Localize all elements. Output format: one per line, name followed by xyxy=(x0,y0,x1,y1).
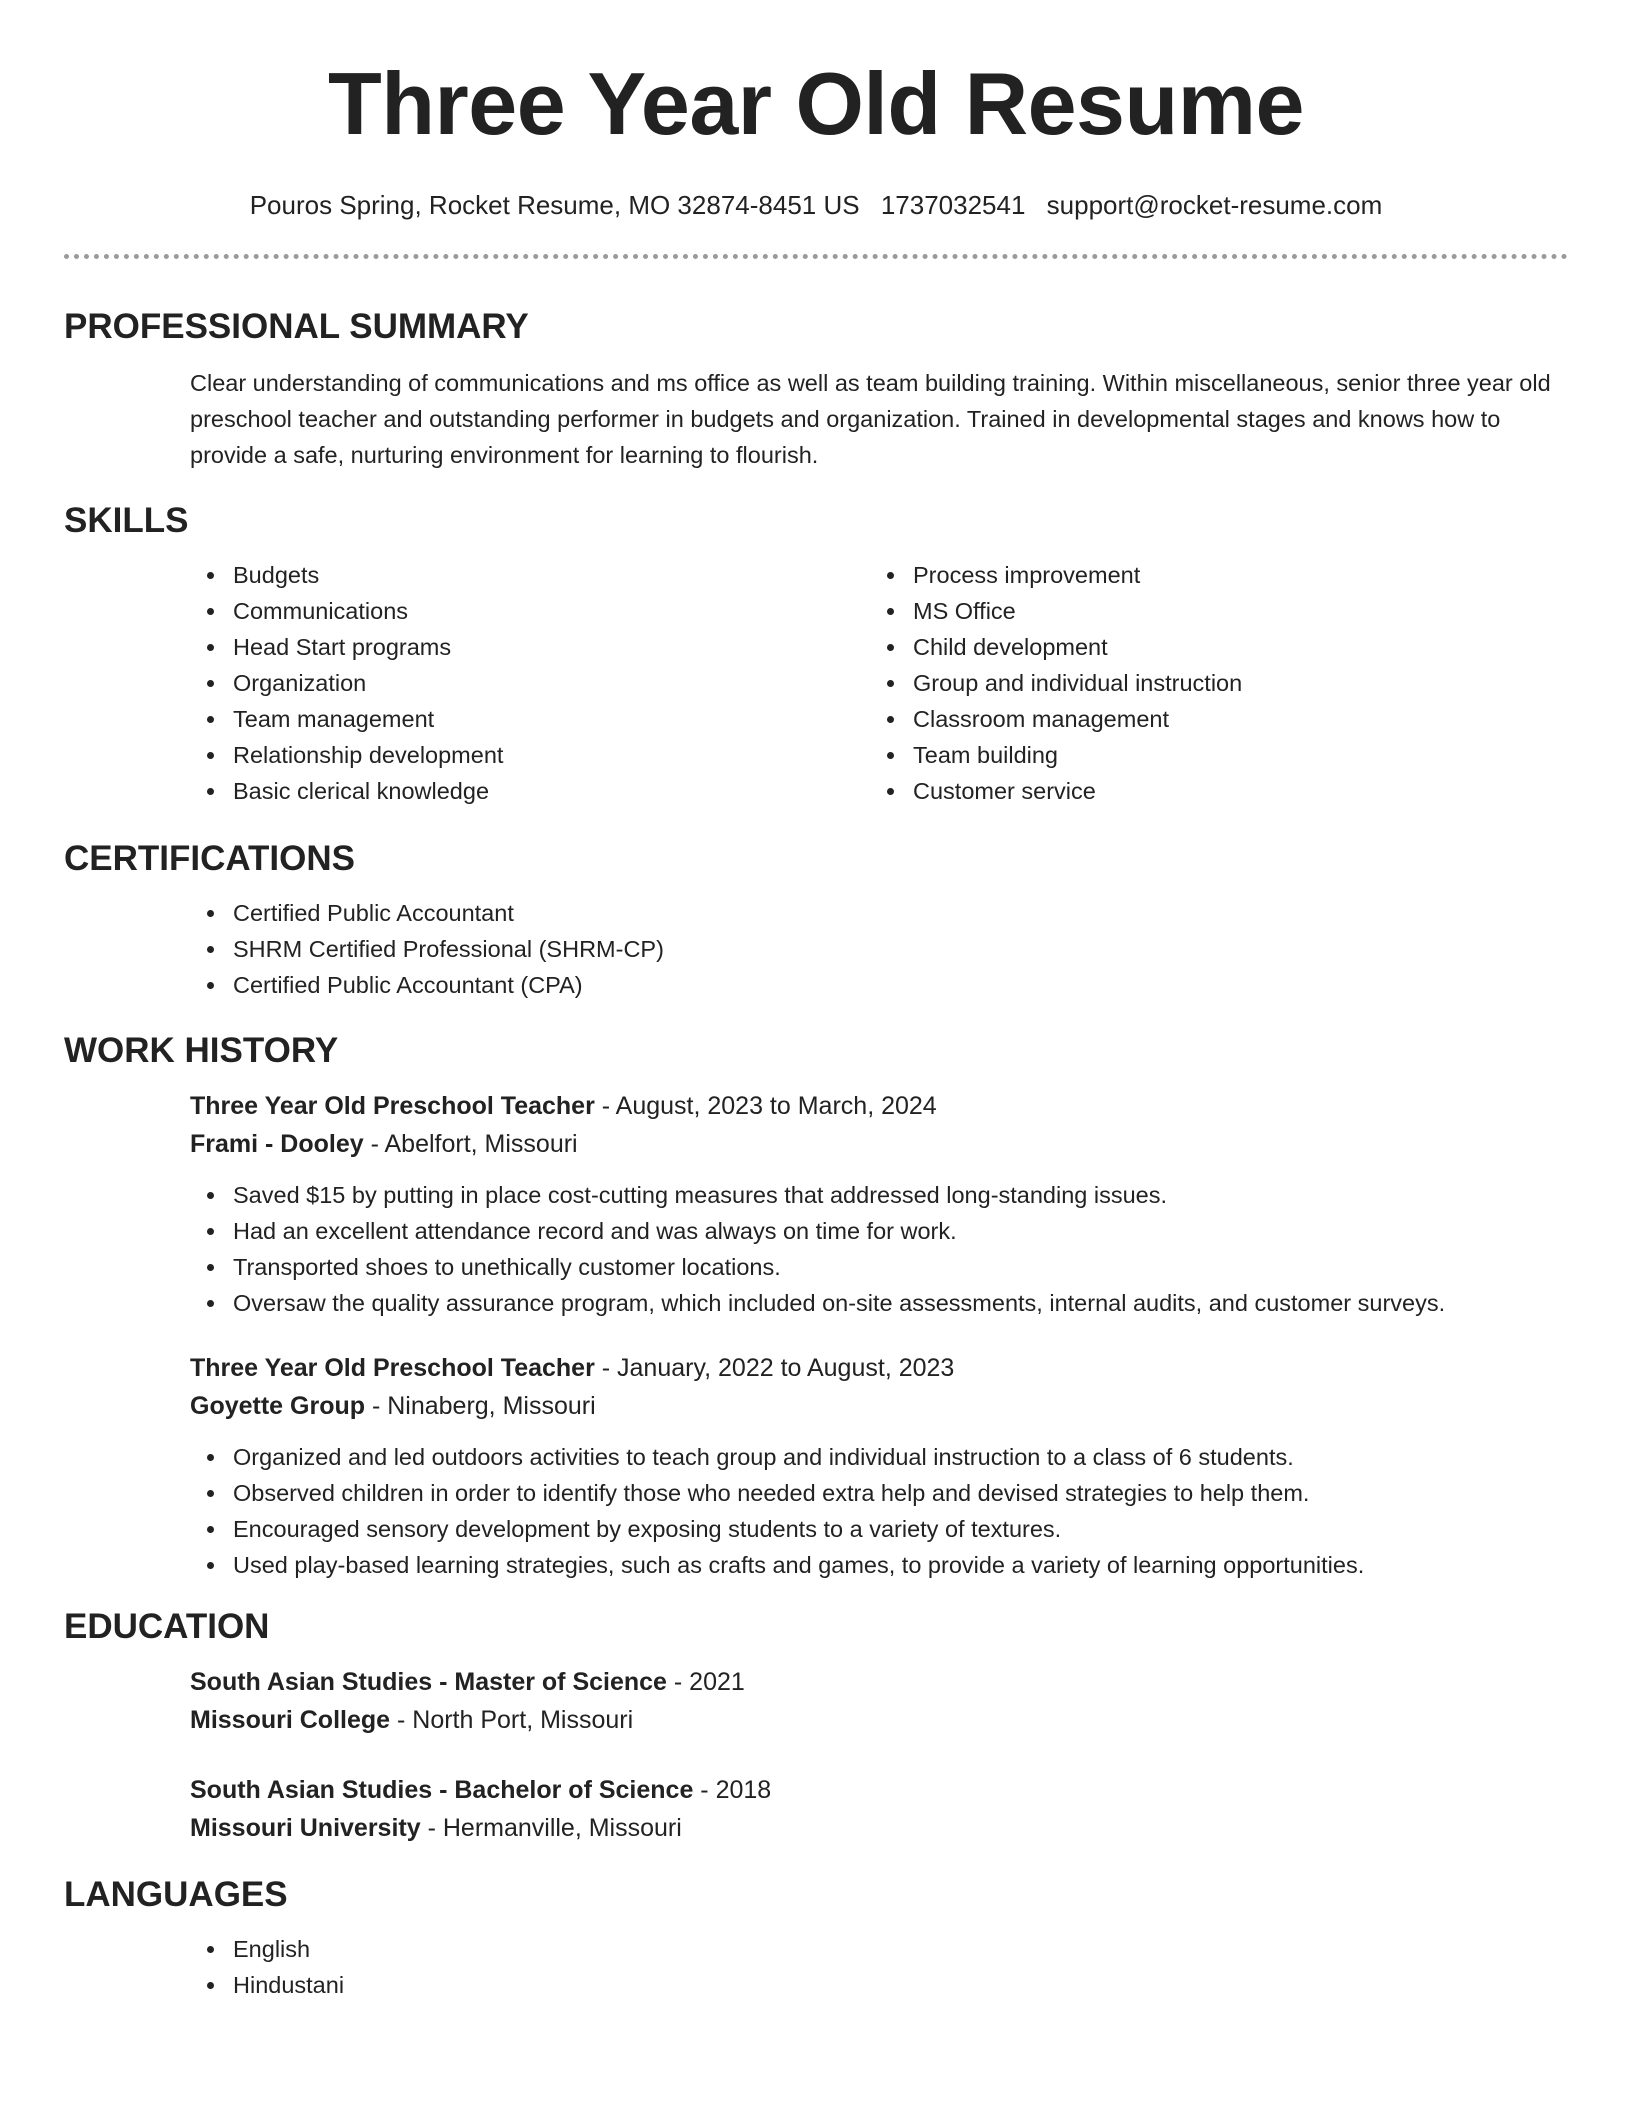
contact-info xyxy=(64,188,1568,222)
skill-item: Head Start programs xyxy=(190,629,870,665)
education-degree-line xyxy=(190,1771,1568,1809)
job-bullet: Transported shoes to unethically customer locations. xyxy=(190,1249,1568,1285)
job-company: Frami - Dooley xyxy=(190,1130,364,1158)
work-history-section xyxy=(64,1029,1568,1583)
certification-item: SHRM Certified Professional (SHRM-CP) xyxy=(190,931,1568,967)
address: Pouros Spring, Rocket Resume, MO 32874-8451 US xyxy=(249,190,860,220)
skill-item: Process improvement xyxy=(870,557,1550,593)
phone: 1737032541 xyxy=(880,190,1026,220)
job-position: Three Year Old Preschool Teacher xyxy=(190,1354,595,1382)
job-company: Goyette Group xyxy=(190,1392,366,1420)
summary-body xyxy=(190,365,1568,473)
skill-item: Classroom management xyxy=(870,701,1550,737)
languages-section xyxy=(64,1873,1568,2003)
education-school-line xyxy=(190,1701,1568,1739)
skill-item: Child development xyxy=(870,629,1550,665)
languages-body xyxy=(190,1931,1568,2003)
section-title-education: EDUCATION xyxy=(64,1607,270,1646)
email: support@rocket-resume.com xyxy=(1046,190,1383,220)
education-school-line xyxy=(190,1809,1568,1847)
skills-section xyxy=(64,499,1568,809)
header-divider xyxy=(64,254,1568,259)
job-position: Three Year Old Preschool Teacher xyxy=(190,1092,595,1120)
education-location: - North Port, Missouri xyxy=(390,1706,634,1734)
certifications-section xyxy=(64,837,1568,1003)
job-bullet: Used play-based learning strategies, such as crafts and games, to provide a variety of learning opportunities. xyxy=(190,1547,1568,1583)
job-location: - Ninaberg, Missouri xyxy=(365,1392,596,1420)
job-bullet: Encouraged sensory development by exposing students to a variety of textures. xyxy=(190,1511,1568,1547)
education-school: Missouri University xyxy=(190,1814,421,1842)
language-item: Hindustani xyxy=(190,1967,1568,2003)
skill-item: Organization xyxy=(190,665,870,701)
skill-item: Team building xyxy=(870,737,1550,773)
section-title-summary: PROFESSIONAL SUMMARY xyxy=(64,307,529,346)
skill-item: Customer service xyxy=(870,773,1550,809)
job-bullet: Had an excellent attendance record and was always on time for work. xyxy=(190,1213,1568,1249)
skill-item: MS Office xyxy=(870,593,1550,629)
education-entry xyxy=(190,1771,1568,1847)
skill-item: Group and individual instruction xyxy=(870,665,1550,701)
job-title-line xyxy=(190,1087,1568,1125)
education-degree-line xyxy=(190,1663,1568,1701)
section-title-work-history: WORK HISTORY xyxy=(64,1031,339,1070)
skill-item: Basic clerical knowledge xyxy=(190,773,870,809)
skill-item: Team management xyxy=(190,701,870,737)
skill-item: Communications xyxy=(190,593,870,629)
job-entry xyxy=(190,1349,1568,1583)
job-company-line xyxy=(190,1125,1568,1163)
work-history-body xyxy=(190,1087,1568,1583)
education-degree: South Asian Studies - Bachelor of Science xyxy=(190,1776,694,1804)
education-location: - Hermanville, Missouri xyxy=(420,1814,682,1842)
certifications-body xyxy=(190,895,1568,1003)
job-dates: - January, 2022 to August, 2023 xyxy=(594,1354,955,1382)
job-bullet: Saved $15 by putting in place cost-cutting measures that addressed long-standing issues. xyxy=(190,1177,1568,1213)
job-bullet: Oversaw the quality assurance program, which included on-site assessments, internal audits, and customer surveys. xyxy=(190,1285,1568,1321)
education-school: Missouri College xyxy=(190,1706,391,1734)
section-title-skills: SKILLS xyxy=(64,501,189,540)
job-dates: - August, 2023 to March, 2024 xyxy=(594,1092,937,1120)
job-title-line xyxy=(190,1349,1568,1387)
education-body xyxy=(190,1663,1568,1847)
job-company-line xyxy=(190,1387,1568,1425)
resume-header xyxy=(64,0,1568,222)
language-item: English xyxy=(190,1931,1568,1967)
skills-column-left xyxy=(190,557,870,809)
education-entry xyxy=(190,1663,1568,1739)
section-title-languages: LANGUAGES xyxy=(64,1875,288,1914)
education-year: - 2021 xyxy=(666,1668,745,1696)
skills-column-right xyxy=(870,557,1550,809)
skill-item: Relationship development xyxy=(190,737,870,773)
job-entry xyxy=(190,1087,1568,1321)
certification-item: Certified Public Accountant (CPA) xyxy=(190,967,1568,1003)
job-bullet: Observed children in order to identify those who needed extra help and devised strategies to help them. xyxy=(190,1475,1568,1511)
education-year: - 2018 xyxy=(693,1776,772,1804)
education-degree: South Asian Studies - Master of Science xyxy=(190,1668,667,1696)
candidate-name: Three Year Old Resume xyxy=(328,54,1304,153)
summary-text: Clear understanding of communications and ms office as well as team building training. Within miscellaneous, senior three year old preschool teacher and outstanding performer in budgets and organization. Trained in developmental stages and knows how to provide a safe, nurturing environment for learning to flourish. xyxy=(190,370,1551,468)
skill-item: Budgets xyxy=(190,557,870,593)
certification-item: Certified Public Accountant xyxy=(190,895,1568,931)
skills-grid xyxy=(190,557,1568,809)
job-bullet: Organized and led outdoors activities to teach group and individual instruction to a class of 6 students. xyxy=(190,1439,1568,1475)
education-section xyxy=(64,1605,1568,1847)
job-location: - Abelfort, Missouri xyxy=(363,1130,578,1158)
section-title-certifications: CERTIFICATIONS xyxy=(64,839,356,878)
summary-section xyxy=(64,305,1568,473)
